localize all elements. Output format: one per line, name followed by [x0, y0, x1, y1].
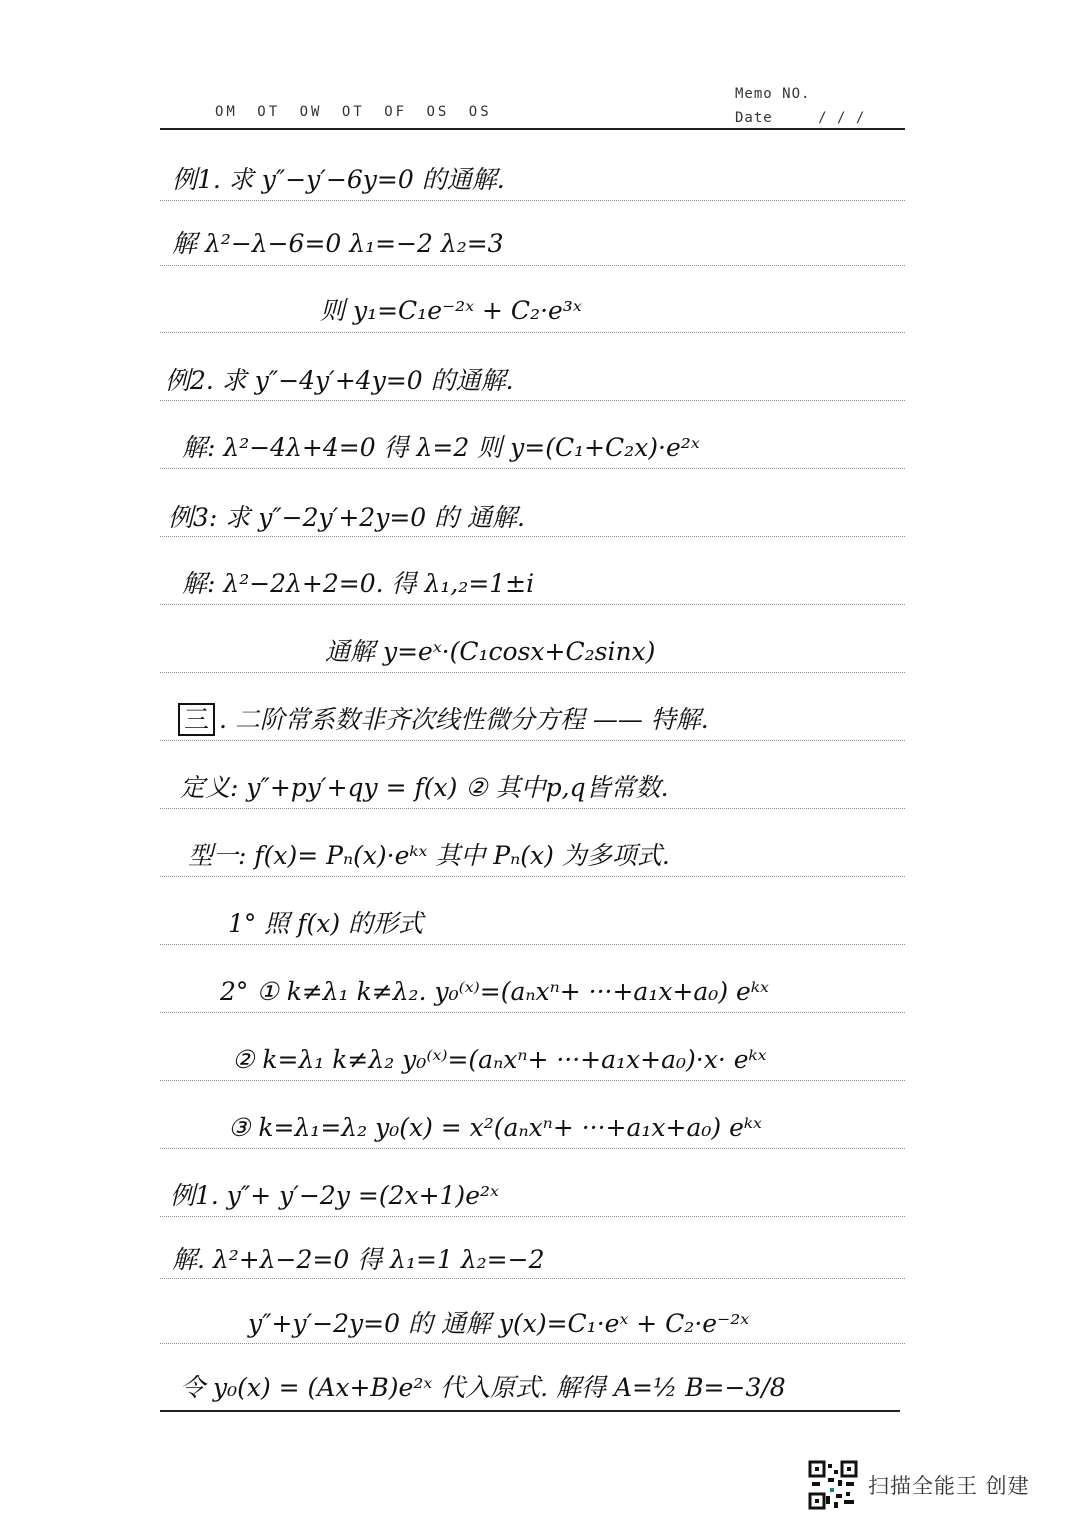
weekday-sat: OS	[426, 104, 450, 120]
case-1-line: 2° ① k≠λ₁ k≠λ₂. y₀⁽ˣ⁾=(aₙxⁿ+ ···+a₁x+a₀) eᵏˣ	[220, 977, 769, 1006]
example-3-characteristic-eq: 解: λ²−2λ+2=0. 得 λ₁,₂=1±i	[182, 569, 535, 598]
memo-header	[735, 82, 865, 130]
ruled-line	[160, 265, 905, 266]
type-one-line: 型一: f(x)= Pₙ(x)·eᵏˣ 其中 Pₙ(x) 为多项式.	[188, 841, 670, 870]
date-label: Date	[735, 110, 773, 126]
example-4-problem: 例1. y″+ y′−2y =(2x+1)e²ˣ	[170, 1181, 499, 1210]
section-3-title: . 二阶常系数非齐次线性微分方程 —— 特解.	[219, 705, 709, 734]
example-3-general-solution: 通解 y=eˣ·(C₁cosx+C₂sinx)	[325, 637, 656, 666]
example-4-characteristic-eq: 解. λ²+λ−2=0 得 λ₁=1 λ₂=−2	[172, 1245, 545, 1274]
example-3-problem: 例3: 求 y″−2y′+2y=0 的 通解.	[168, 503, 526, 532]
example-4-homogeneous-solution: y″+y′−2y=0 的 通解 y(x)=C₁·eˣ + C₂·e⁻²ˣ	[248, 1309, 750, 1338]
example-2-solution: 解: λ²−4λ+4=0 得 λ=2 则 y=(C₁+C₂x)·e²ˣ	[182, 433, 700, 462]
memo-number-label: Memo NO.	[735, 86, 811, 102]
date-slashes: / / /	[818, 110, 866, 126]
case-3-line: ③ k=λ₁=λ₂ y₀(x) = x²(aₙxⁿ+ ···+a₁x+a₀) eᵏˣ	[228, 1113, 762, 1142]
ruled-line	[160, 1278, 905, 1279]
example-1-characteristic-eq: 解 λ²−λ−6=0 λ₁=−2 λ₂=3	[172, 229, 504, 258]
footer-rule	[160, 1410, 900, 1412]
ruled-line	[160, 740, 905, 741]
ruled-line	[160, 468, 905, 469]
ruled-line	[160, 332, 905, 333]
weekday-row	[215, 104, 500, 120]
example-4-particular-solution: 令 y₀(x) = (Ax+B)e²ˣ 代入原式. 解得 A=½ B=−3/8	[180, 1373, 786, 1402]
case-2-line: ② k=λ₁ k≠λ₂ y₀⁽ˣ⁾=(aₙxⁿ+ ···+a₁x+a₀)·x· eᵏˣ	[232, 1045, 767, 1074]
qr-code-icon	[808, 1460, 858, 1510]
scanner-watermark-text: 扫描全能王 创建	[868, 1474, 1030, 1498]
date-field	[735, 106, 865, 130]
ruled-line	[160, 1343, 905, 1344]
ruled-line	[160, 876, 905, 877]
ruled-line	[160, 944, 905, 945]
example-1-problem: 例1. 求 y″−y′−6y=0 的通解.	[172, 165, 505, 194]
ruled-line	[160, 808, 905, 809]
ruled-line	[160, 1148, 905, 1149]
weekday-wed: OW	[299, 104, 323, 120]
section-number-box: 三	[178, 703, 215, 736]
header-rule	[160, 128, 905, 130]
ruled-line	[160, 400, 905, 401]
section-3-heading	[178, 704, 709, 736]
ruled-line	[160, 1216, 905, 1217]
weekday-tue: OT	[257, 104, 281, 120]
weekday-mon: OM	[215, 104, 238, 120]
weekday-thu: OT	[341, 104, 365, 120]
example-1-general-solution: 则 y₁=C₁e⁻²ˣ + C₂·e³ˣ	[320, 296, 582, 325]
ruled-line	[160, 200, 905, 201]
ruled-line	[160, 1012, 905, 1013]
step-1-line: 1° 照 f(x) 的形式	[228, 909, 424, 938]
ruled-line	[160, 604, 905, 605]
ruled-line	[160, 536, 905, 537]
weekday-fri: OF	[384, 104, 408, 120]
weekday-sun: OS	[468, 104, 492, 120]
ruled-line	[160, 672, 905, 673]
definition-line: 定义: y″+py′+qy = f(x) ② 其中p,q皆常数.	[180, 773, 669, 802]
ruled-line	[160, 1080, 905, 1081]
example-2-problem: 例2. 求 y″−4y′+4y=0 的通解.	[165, 366, 514, 395]
